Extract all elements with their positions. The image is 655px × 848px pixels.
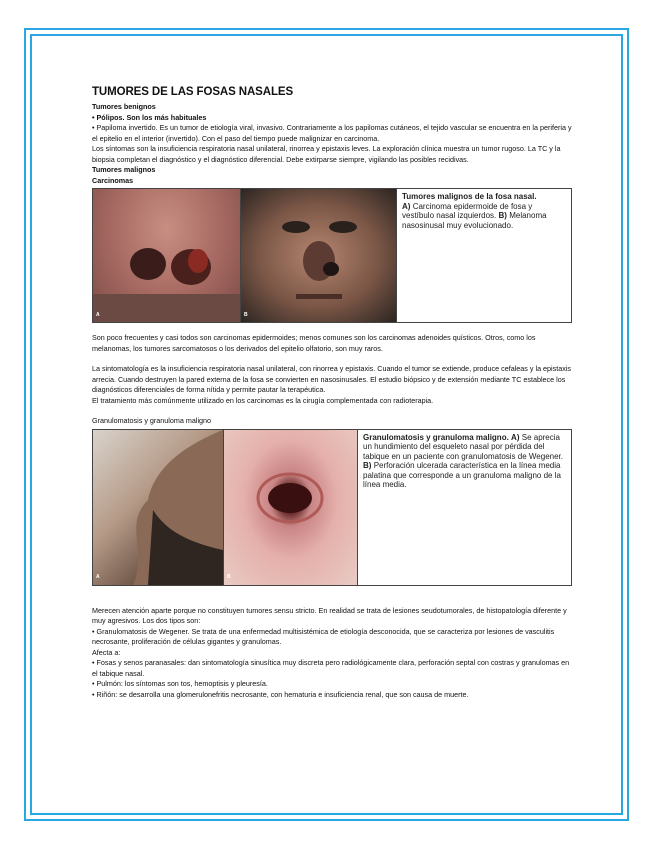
photo-label-a: A — [96, 311, 100, 318]
caption-text-a: Carcinoma epidermoide de fosa y vestíbulo nasal izquierdos. — [402, 201, 533, 220]
figure-caption-2 — [358, 430, 571, 585]
list-item-polipos: • Pólipos. Son los más habituales — [92, 112, 207, 122]
caption-text-a: Se aprecia un hundimiento del esqueleto nasal por pérdida del tabique en un paciente con granulomatosis de Wegener. — [363, 432, 563, 461]
nose-illustration — [93, 189, 240, 322]
caption-text-b: Perforación ulcerada característica en la línea media palatina que corresponde a un granuloma maligno de la línea media. — [363, 461, 561, 489]
list-item-papiloma: • Papiloma invertido. Es un tumor de etiología viral, invasivo. Contrariamente a los papilomas cutáneos, el tejido vascular se encuentra en la periferia y el epitelio en el interior (invertido). Con el paso del tiempo puede malignizar en carcinoma. — [92, 123, 572, 143]
paragraph-atencion: Merecen atención aparte porque no constituyen tumores sensu stricto. En realidad se trata de lesiones seudotumorales, de histopatología diferente y muy agresivos. Los dos tipos son: — [92, 605, 567, 625]
document-body — [92, 86, 572, 700]
heading-tumores-benignos: Tumores benignos — [92, 102, 156, 111]
photo-nose-carcinoma — [93, 189, 241, 322]
face-illustration — [241, 189, 396, 322]
caption-text-b: Melanoma nasosinusal muy evolucionado. — [402, 211, 547, 230]
caption-marker-b: B) — [498, 211, 507, 220]
caption-title: Tumores malignos de la fosa nasal. — [402, 192, 537, 201]
photo-face-melanoma — [241, 189, 397, 322]
caption-marker-a: A) — [511, 432, 520, 442]
figure-caption-1 — [397, 189, 571, 322]
caption-marker-a: A) — [402, 201, 411, 211]
photo-palate-granuloma — [224, 430, 358, 585]
paragraph-sintomatologia: La sintomatología es la insuficiencia respiratoria nasal unilateral, con rinorrea y epistaxis. Cuando el tumor se extiende, produce cefaleas y la epistaxis arrecia. Cuando destruyen la pared externa de la fosa se convierten en nasosinusales. El estudio biópsico y de extensión mediante TC establece los diagnósticos diferenciales de forma nítida y permite pautar la terapéutica. — [92, 364, 572, 394]
figure-granulomatosis — [92, 429, 572, 586]
caption-title: Granulomatosis y granuloma maligno. — [363, 432, 509, 442]
paragraph-sintomas: Los síntomas son la insuficiencia respiratoria nasal unilateral, rinorrea y epistaxis leves. La exploración clínica muestra un tumor rugoso. La TC y la biopsia completan el diagnóstico y el diagnóstico diferencial. Debe extirparse siempre, vigilando las posibles recidivas. — [92, 144, 561, 164]
page-title: TUMORES DE LAS FOSAS NASALES — [92, 86, 294, 98]
list-item-rinon: • Riñón: se desarrolla una glomerulonefritis necrosante, con hematuria e insuficiencia renal, que son causa de muerte. — [92, 689, 469, 699]
list-item-pulmon: • Pulmón: los síntomas son tos, hemoptisis y pleuresía. — [92, 679, 268, 688]
photo-label-b: B — [227, 574, 231, 580]
paragraph-tratamiento: El tratamiento más comúnmente utilizado en los carcinomas es la cirugía complementada con radioterapia. — [92, 395, 434, 405]
heading-granulomatosis: Granulomatosis y granuloma maligno — [92, 416, 212, 425]
list-item-fosas: • Fosas y senos paranasales: dan sintomatología sinusítica muy discreta pero radiológicamente clara, perforación septal con costras y granulomas en el tabique nasal. — [92, 658, 570, 678]
heading-carcinomas: Carcinomas — [92, 175, 134, 185]
list-item-wegener: • Granulomatosis de Wegener. Se trata de una enfermedad multisistémica de etiología desconocida, que se caracteriza por lesiones de vasculitis necrosante, proliferación de células gigantes y granulomas. — [92, 626, 555, 646]
caption-marker-b: B) — [363, 461, 372, 470]
heading-tumores-malignos: Tumores malignos — [92, 165, 156, 174]
photo-label-b: B — [244, 311, 248, 318]
profile-illustration — [93, 430, 223, 585]
palate-illustration — [224, 430, 357, 585]
paragraph-afecta: Afecta a: — [92, 647, 121, 657]
photo-label-a: A — [96, 574, 100, 580]
paragraph-frecuencia: Son poco frecuentes y casi todos son carcinomas epidermoides; menos comunes son los carcinomas adenoides quísticos. Otros, como los melanomas, los tumores sarcomatosos o los derivados del epitelio olfatorio, son muy raros. — [92, 333, 536, 353]
photo-profile-wegener — [93, 430, 224, 585]
figure-tumores-malignos — [92, 188, 572, 323]
